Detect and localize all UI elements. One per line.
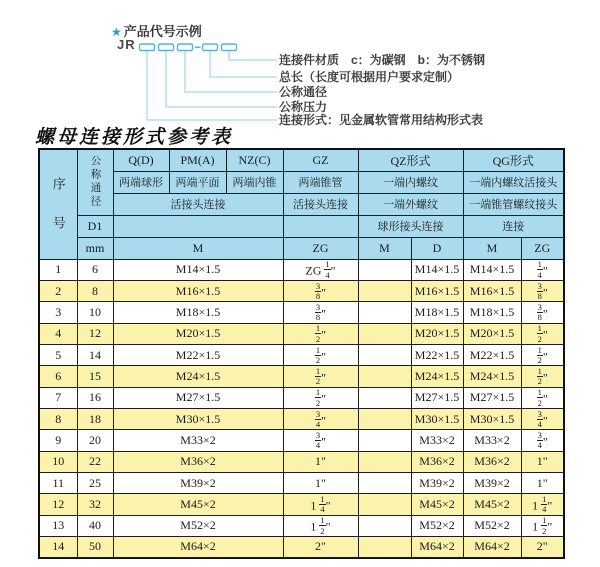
cell-dn: 12 [77,323,113,344]
table-body [39,259,564,558]
cell-dn: 14 [77,344,113,365]
cell-m: M45×2 [113,494,283,515]
cell-qz-m [358,536,411,558]
header-qg-connection: 连接 [463,215,564,237]
header-union-connection: 活接头连接 [113,193,283,215]
header-blank-gz [283,215,358,237]
cell-qz-d: M36×2 [411,451,463,472]
cell-gz: $\frac{1}{2}$ " [283,344,358,365]
cell-qz-d: M18×1.5 [411,302,463,323]
header-m-label: M [113,237,283,259]
table-row [39,430,564,451]
header-blank-left [113,215,283,237]
cell-dn: 18 [77,408,113,429]
header-d1: D1 [77,215,113,237]
cell-seq: 3 [39,302,77,323]
cell-qg-m: M18×1.5 [463,302,521,323]
cell-seq: 13 [39,515,77,536]
header-q-desc: 两端球形 [113,171,169,193]
cell-qg-m: M33×2 [463,430,521,451]
header-col-pm: PM(A) [169,149,226,171]
cell-qz-d: M33×2 [411,430,463,451]
header-col-qz: QZ形式 [358,149,463,171]
cell-qg-zg: 1" [521,451,564,472]
cell-seq: 12 [39,494,77,515]
cell-seq: 5 [39,344,77,365]
cell-qg-zg: 2" [521,536,564,558]
cell-qz-m [358,472,411,493]
cell-qz-d: M14×1.5 [411,259,463,280]
cell-qz-m [358,302,411,323]
diagram-label-connection: 连接形式：见金属软管常用结构形式表 [279,113,484,127]
header-qz-desc1: 一端内螺纹 [358,171,463,193]
callout-lines [147,51,277,120]
cell-qz-d: M20×1.5 [411,323,463,344]
cell-qz-d: M52×2 [411,515,463,536]
cell-gz: $\frac{1}{2}$ " [283,387,358,408]
cell-seq: 11 [39,472,77,493]
header-qz-desc2: 一端外螺纹 [358,193,463,215]
table-row [39,259,564,280]
cell-qg-zg: $\frac{3}{4}$ " [521,430,564,451]
header-pm-desc: 两端平面 [169,171,226,193]
diagram-label-material: 连接件材质 c：为碳钢 b：为不锈钢 [279,53,486,67]
table-row [39,494,564,515]
table-row [39,280,564,301]
cell-dn: 25 [77,472,113,493]
table-row [39,472,564,493]
cell-qz-m [358,515,411,536]
table-row [39,366,564,387]
cell-qg-m: M27×1.5 [463,387,521,408]
diagram-label-diameter: 公称通径 [279,85,328,99]
table-row [39,408,564,429]
cell-qg-m: M24×1.5 [463,366,521,387]
header-qg-m-label: M [463,237,521,259]
cell-qg-m: M36×2 [463,451,521,472]
cell-qg-m: M52×2 [463,515,521,536]
table-header [39,149,564,259]
cell-qz-m [358,280,411,301]
header-nz-desc: 两端内锥 [226,171,283,193]
cell-qz-m [358,366,411,387]
cell-m: M14×1.5 [113,259,283,280]
cell-seq: 2 [39,280,77,301]
cell-m: M39×2 [113,472,283,493]
diagram-label-length: 总长（长度可根据用户要求定制） [279,70,460,84]
cell-dn: 16 [77,387,113,408]
header-gz-connection: 活接头连接 [283,193,358,215]
header-seq [39,149,77,259]
cell-qz-d: M16×1.5 [411,280,463,301]
header-seq-label: 序号 [50,176,66,255]
cell-qz-m [358,387,411,408]
table-row [39,344,564,365]
cell-m: M18×1.5 [113,302,283,323]
cell-qg-zg: 1" [521,472,564,493]
cell-qg-zg: $\frac{1}{2}$ " [521,323,564,344]
cell-gz: 1 $\frac{1}{2}$ " [283,515,358,536]
cell-gz: 1" [283,451,358,472]
cell-dn: 50 [77,536,113,558]
cell-dn: 10 [77,302,113,323]
header-col-gz: GZ [283,149,358,171]
cell-m: M20×1.5 [113,323,283,344]
cell-qg-zg: $\frac{3}{8}$ " [521,280,564,301]
header-col-nz: NZ(C) [226,149,283,171]
cell-seq: 1 [39,259,77,280]
cell-qg-zg: $\frac{1}{2}$ " [521,366,564,387]
cell-dn: 20 [77,430,113,451]
table-row [39,302,564,323]
cell-qg-m: M16×1.5 [463,280,521,301]
cell-gz: $\frac{1}{2}$ " [283,366,358,387]
header-qz-d-label: D [411,237,463,259]
cell-seq: 10 [39,451,77,472]
cell-gz: ZG $\frac{1}{4}$ " [283,259,358,280]
header-dn [77,149,113,215]
table-row [39,387,564,408]
cell-qz-d: M27×1.5 [411,387,463,408]
header-zg-label: ZG [283,237,358,259]
cell-qz-m [358,408,411,429]
cell-gz: 2" [283,536,358,558]
header-col-q: Q(D) [113,149,169,171]
diagram-label-pressure: 公称压力 [279,100,328,114]
header-mm: mm [77,237,113,259]
diagram-title-text: 产品代号示例 [123,24,202,39]
cell-qg-m: M22×1.5 [463,344,521,365]
cell-dn: 40 [77,515,113,536]
cell-dn: 8 [77,280,113,301]
cell-qz-m [358,259,411,280]
header-gz-desc: 两端锥管 [283,171,358,193]
code-field-boxes [140,44,237,51]
cell-qz-m [358,494,411,515]
cell-m: M16×1.5 [113,280,283,301]
cell-qg-m: M30×1.5 [463,408,521,429]
cell-qg-m: M45×2 [463,494,521,515]
cell-qz-m [358,344,411,365]
cell-dn: 6 [77,259,113,280]
cell-qz-d: M30×1.5 [411,408,463,429]
star-icon: ★ [111,25,122,39]
table-title: 螺母连接形式参考表 [35,126,234,148]
cell-qg-m: M64×2 [463,536,521,558]
cell-seq: 6 [39,366,77,387]
cell-qg-m: M20×1.5 [463,323,521,344]
cell-qz-d: M39×2 [411,472,463,493]
product-code-prefix: JR [117,37,136,52]
cell-gz: 1" [283,472,358,493]
cell-qg-zg: $\frac{1}{2}$ " [521,387,564,408]
cell-m: M36×2 [113,451,283,472]
cell-qg-zg: $\frac{3}{8}$ " [521,302,564,323]
cell-qz-m [358,451,411,472]
cell-gz: $\frac{3}{8}$ " [283,302,358,323]
cell-m: M27×1.5 [113,387,283,408]
cell-qg-zg: 1 $\frac{1}{2}$ " [521,515,564,536]
cell-qg-zg: 1 $\frac{1}{4}$ " [521,494,564,515]
cell-m: M64×2 [113,536,283,558]
header-qz-connection: 球形接头连接 [358,215,463,237]
nut-connection-reference-table [38,148,565,559]
cell-qg-zg: $\frac{3}{4}$ " [521,408,564,429]
cell-qg-m: M39×2 [463,472,521,493]
cell-qz-d: M45×2 [411,494,463,515]
cell-m: M52×2 [113,515,283,536]
cell-seq: 7 [39,387,77,408]
cell-m: M30×1.5 [113,408,283,429]
header-qg-zg-label: ZG [521,237,564,259]
cell-qz-m [358,430,411,451]
cell-dn: 32 [77,494,113,515]
cell-gz: $\frac{1}{2}$ " [283,323,358,344]
cell-qz-d: M64×2 [411,536,463,558]
header-qz-m-label: M [358,237,411,259]
cell-qg-m: M14×1.5 [463,259,521,280]
cell-m: M22×1.5 [113,344,283,365]
header-qg-desc1: 一端内螺纹活接头 [463,171,564,193]
header-dn-label: 公称通径 [89,155,101,210]
cell-qz-m [358,323,411,344]
cell-gz: 1 $\frac{1}{4}$ " [283,494,358,515]
cell-m: M33×2 [113,430,283,451]
table-row [39,451,564,472]
cell-gz: $\frac{3}{4}$ " [283,430,358,451]
cell-gz: $\frac{3}{4}$ " [283,408,358,429]
cell-seq: 4 [39,323,77,344]
cell-seq: 9 [39,430,77,451]
cell-m: M24×1.5 [113,366,283,387]
cell-dn: 15 [77,366,113,387]
cell-qz-d: M24×1.5 [411,366,463,387]
header-col-qg: QG形式 [463,149,564,171]
header-qg-desc2: 一端锥管螺纹接头 [463,193,564,215]
cell-qg-zg: $\frac{1}{2}$ " [521,344,564,365]
cell-dn: 22 [77,451,113,472]
table-row [39,515,564,536]
cell-seq: 14 [39,536,77,558]
table-row [39,323,564,344]
cell-gz: $\frac{3}{8}$ " [283,280,358,301]
cell-qz-d: M22×1.5 [411,344,463,365]
cell-seq: 8 [39,408,77,429]
table-row [39,536,564,558]
cell-qg-zg: $\frac{1}{4}$ " [521,259,564,280]
